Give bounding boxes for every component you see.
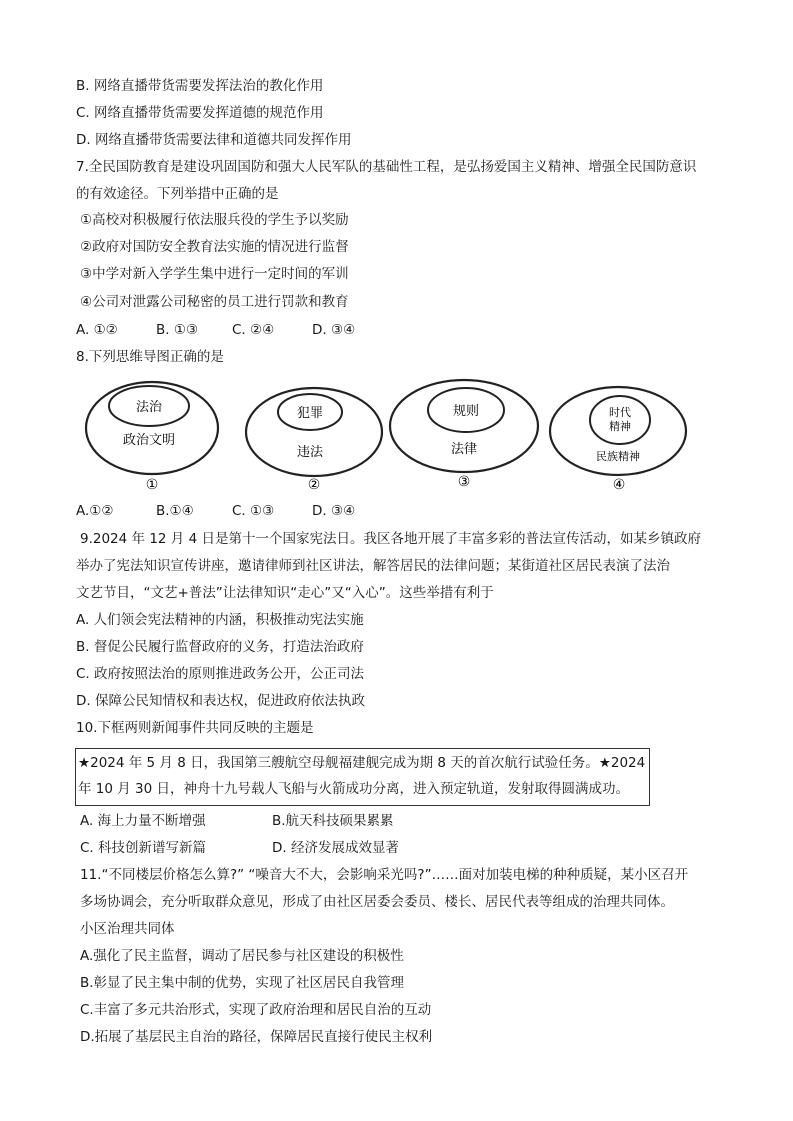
q9-option-a: A. 人们领会宪法精神的内涵，积极推动宪法实施 [76, 612, 364, 628]
q7-item-1: ①高校对积极履行依法服兵役的学生予以奖励 [80, 212, 349, 228]
outer-label-2: 违法 [296, 445, 324, 460]
q7-item-4: ④公司对泄露公司秘密的员工进行罚款和教育 [80, 294, 349, 310]
q9-stem-line1: 9.2024 年 12 月 4 日是第十一个国家宪法日。我区各地开展了丰富多彩的普法宣传活动，如某乡镇政府 [80, 531, 701, 547]
q11-stem-line3: 小区治理共同体 [80, 921, 175, 937]
q7-item-2: ②政府对国防安全教育法实施的情况进行监督 [80, 239, 349, 255]
diagram-number-4: ④ [612, 477, 626, 493]
q8-choice-d: D. ③④ [312, 503, 356, 519]
diagram-number-3: ③ [457, 474, 471, 490]
q8-stem: 8.下列思维导图正确的是 [76, 349, 224, 365]
q8-mind-maps [70, 376, 690, 496]
mind-map-2 [246, 388, 382, 493]
q11-stem-line2: 多场协调会，充分听取群众意见，形成了由社区居委会委员、楼长、居民代表等组成的治理共同体。 [80, 894, 674, 910]
q8-choice-a: A.①② [76, 503, 114, 519]
mind-map-3 [390, 380, 538, 490]
q9-stem-line2: 举办了宪法知识宣传讲座，邀请律师到社区讲法，解答居民的法律问题；某街道社区居民表演了法治 [76, 558, 670, 574]
q7-choice-a: A. ①② [76, 322, 118, 338]
inner-label-4b: 精神 [609, 420, 631, 433]
diagram-number-2: ② [307, 477, 321, 493]
outer-ellipse-1 [86, 382, 218, 474]
q7-choices [76, 321, 355, 339]
q11-stem-line1: 11.“不同楼层价格怎么算?” “噪音大不大，会影响采光吗?”……面对加装电梯的种种质疑，某小区召开 [80, 867, 689, 883]
q10-news-box [75, 748, 650, 806]
q7-choice-c: C. ②④ [232, 322, 275, 338]
outer-ellipse-3 [390, 380, 538, 472]
q9-option-d: D. 保障公民知情权和表达权，促进政府依法执政 [76, 693, 365, 709]
q6-option-d: D. 网络直播带货需要法律和道德共同发挥作用 [76, 132, 352, 148]
q10-option-d: D. 经济发展成效显著 [272, 840, 399, 856]
inner-label-2: 犯罪 [296, 406, 324, 421]
mind-map-1 [86, 382, 218, 493]
q9-stem-line3: 文艺节目，“文艺+普法”让法律知识“走心”又“入心”。这些举措有利于 [76, 585, 494, 601]
q9-option-c: C. 政府按照法治的原则推进政务公开，公正司法 [76, 666, 365, 682]
mind-map-4 [550, 387, 686, 493]
q8-choice-c: C. ①③ [232, 503, 275, 519]
inner-label-3: 规则 [452, 404, 480, 419]
inner-label-1: 法治 [135, 400, 163, 415]
q7-item-3: ③中学对新入学学生集中进行一定时间的军训 [80, 266, 349, 282]
q9-option-b: B. 督促公民履行监督政府的义务，打造法治政府 [76, 639, 364, 655]
q10-option-c: C. 科技创新谱写新篇 [80, 840, 207, 856]
outer-label-3: 法律 [450, 442, 478, 457]
q10-stem: 10.下框两则新闻事件共同反映的主题是 [76, 720, 314, 736]
q11-option-b: B.彰显了民主集中制的优势，实现了社区居民自我管理 [80, 975, 405, 991]
q7-choice-b: B. ①③ [156, 322, 199, 338]
diagram-number-1: ① [145, 477, 159, 493]
outer-label-4: 民族精神 [596, 450, 640, 463]
q7-choice-d: D. ③④ [312, 322, 356, 338]
news-box-line1: ★2024 年 5 月 8 日，我国第三艘航空母舰福建舰完成为期 8 天的首次航行试验任务。★2024 [78, 755, 646, 771]
q11-option-d: D.拓展了基层民主自治的路径，保障居民直接行使民主权利 [80, 1029, 433, 1045]
q11-option-c: C.丰富了多元共治形式，实现了政府治理和居民自治的互动 [80, 1002, 432, 1018]
q10-option-b: B.航天科技硕果累累 [272, 813, 394, 829]
inner-label-4a: 时代 [609, 406, 631, 419]
q7-stem-line2: 的有效途径。下列举措中正确的是 [76, 186, 279, 202]
q7-stem-line1: 7.全民国防教育是建设巩固国防和强大人民军队的基础性工程，是弘扬爱国主义精神、增强全民国防意识 [76, 159, 697, 175]
q11-option-a: A.强化了民主监督，调动了居民参与社区建设的积极性 [80, 948, 404, 964]
outer-label-1: 政治文明 [122, 433, 176, 448]
q8-choices [76, 502, 355, 520]
q6-option-b: B. 网络直播带货需要发挥法治的教化作用 [76, 78, 324, 94]
q6-option-c: C. 网络直播带货需要发挥道德的规范作用 [76, 105, 324, 121]
outer-ellipse-2 [246, 388, 382, 476]
q10-option-a: A. 海上力量不断增强 [80, 813, 206, 829]
news-box-line2: 年 10 月 30 日，神舟十九号载人飞船与火箭成功分离，进入预定轨道，发射取得圆满成功。 [78, 781, 630, 797]
q8-choice-b: B.①④ [156, 503, 194, 519]
